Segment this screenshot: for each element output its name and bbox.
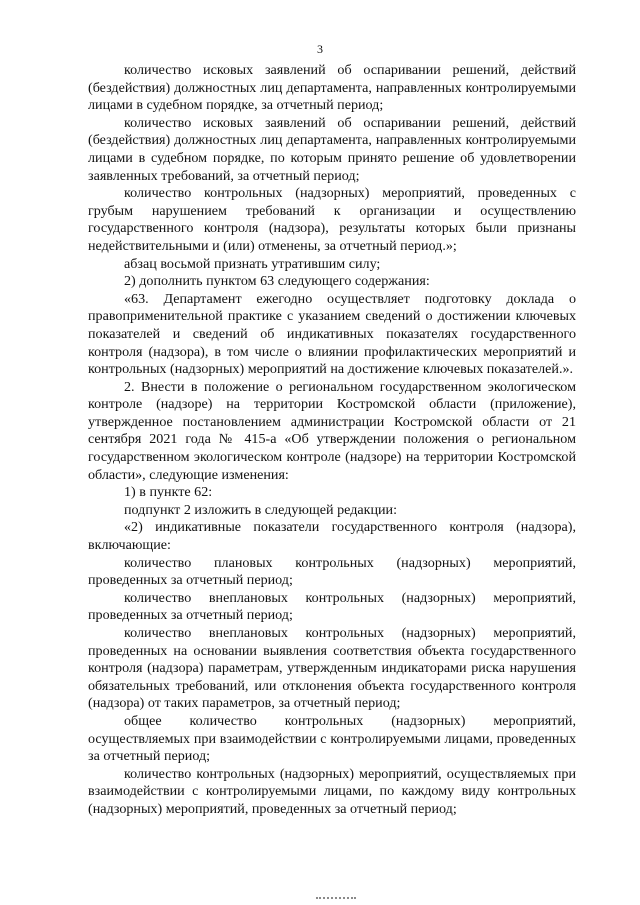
paragraph: количество внеплановых контрольных (надзорных) мероприятий, проведенных на основании выявления соответствия объекта государственного контроля (надзора) параметрам, утвержденным индикаторами риска нарушения обязательных требований, или отклонения объекта государственного контроля (надзора) от таких параметров, за отчетный период; [88, 625, 576, 712]
paragraph: общее количество контрольных (надзорных) мероприятий, осуществляемых при взаимодействии с контролируемыми лицами, проведенных за отчетный период; [88, 712, 576, 765]
paragraph: количество исковых заявлений об оспаривании решений, действий (бездействия) должностных лиц департамента, направленных контролируемыми лицами в судебном порядке, за отчетный период; [88, 62, 576, 114]
paragraph: количество исковых заявлений об оспаривании решений, действий (бездействия) должностных лиц департамента, направленных контролируемыми лицами в судебном порядке, по которым принято решение об удовлетворении заявленных требований, за отчетный период; [88, 114, 576, 184]
paragraph: «2) индикативные показатели государственного контроля (надзора), включающие: [88, 519, 576, 554]
paragraph: количество контрольных (надзорных) мероприятий, осуществляемых при взаимодействии с контролируемыми лицами, по каждому виду контрольных (надзорных) мероприятий, проведенных за отчетный период; [88, 765, 576, 817]
document-body [88, 62, 576, 819]
paragraph: подпункт 2 изложить в следующей редакции: [124, 501, 398, 518]
paragraph: количество контрольных (надзорных) мероприятий, проведенных с грубым нарушением требований к организации и осуществлению государственного контроля (надзора), результаты которых были признаны недействительными и (или) отменены, за отчетный период.»; [88, 185, 576, 254]
footer-mark [316, 897, 356, 902]
paragraph: «63. Департамент ежегодно осуществляет подготовку доклада о правоприменительной практике с указанием сведений о достижении ключевых показателей и сведений об индикативных показателях государственного контроля (надзора), в том числе о влиянии профилактических мероприятий и контрольных (надзорных) мероприятий на достижение ключевых показателей.». [88, 290, 576, 378]
paragraph: абзац восьмой признать утратившим силу; [124, 255, 381, 272]
paragraph: 2. Внести в положение о региональном государственном экологическом контроле (надзоре) на территории Костромской области (приложение), утвержденное постановлением администрации Костромской области от 21 сентября 2021 года № 415-а «Об утверждении положения о региональном государственном экологическом контроле (надзоре) на территории Костромской области», следующие изменения: [88, 378, 576, 483]
paragraph: количество плановых контрольных (надзорных) мероприятий, проведенных за отчетный период; [88, 554, 576, 589]
paragraph: количество внеплановых контрольных (надзорных) мероприятий, проведенных за отчетный период; [88, 589, 576, 624]
paragraph: 2) дополнить пунктом 63 следующего содержания: [124, 273, 430, 290]
paragraph: 1) в пункте 62: [124, 484, 213, 501]
page-number: 3 [317, 42, 323, 56]
